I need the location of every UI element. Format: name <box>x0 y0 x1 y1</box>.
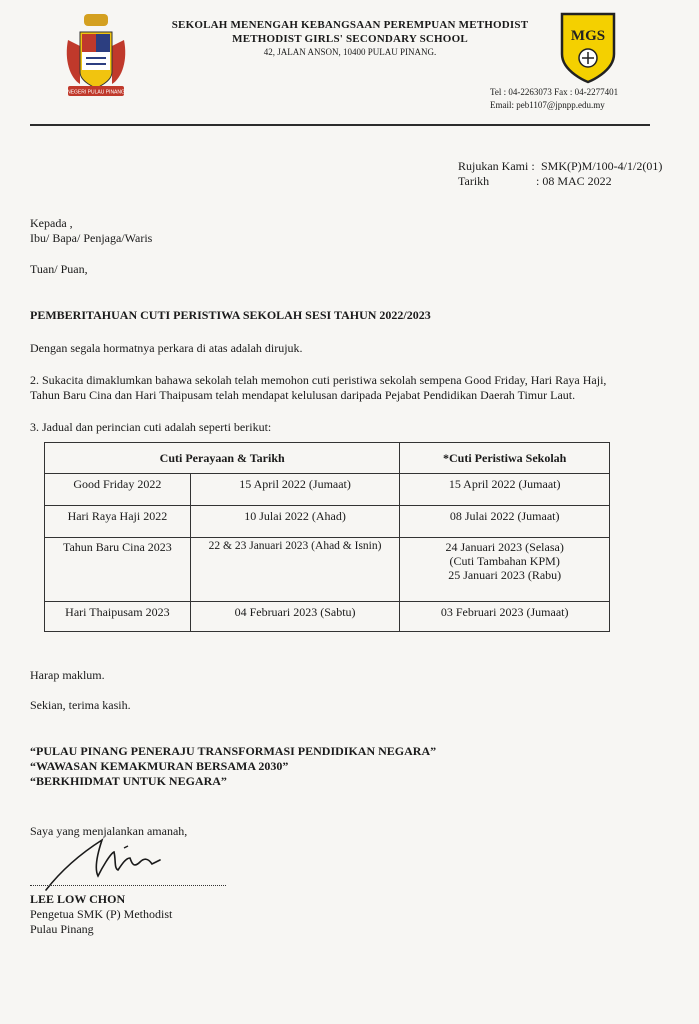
table-row <box>45 538 610 602</box>
header-festival-date: Cuti Perayaan & Tarikh <box>45 443 400 474</box>
school-shield-logo <box>558 10 618 86</box>
table-row <box>45 602 610 632</box>
tarikh-value: : 08 MAC 2022 <box>536 174 612 188</box>
school-name-english: METHODIST GIRLS' SECONDARY SCHOOL <box>232 33 468 45</box>
rujukan-value: SMK(P)M/100-4/1/2(01) <box>541 159 663 173</box>
svg-text:MGS: MGS <box>570 28 606 44</box>
festival-date-cell: 22 & 23 Januari 2023 (Ahad & Isnin) <box>190 538 400 602</box>
school-holiday-cell: 08 Julai 2022 (Jumaat) <box>400 506 610 538</box>
closing-line2: Sekian, terima kasih. <box>30 698 131 712</box>
motto-3: “BERKHIDMAT UNTUK NEGARA” <box>30 774 227 788</box>
signature-dotted-line <box>30 885 226 886</box>
festival-date-cell: 10 Julai 2022 (Ahad) <box>190 506 400 538</box>
festival-cell: Hari Raya Haji 2022 <box>45 506 191 538</box>
school-holiday-line: 25 Januari 2023 (Rabu) <box>448 568 562 582</box>
recipient-line1: Kepada , <box>30 216 73 230</box>
table-row <box>45 474 610 506</box>
closing-line1: Harap maklum. <box>30 668 105 682</box>
header-divider <box>30 124 650 126</box>
salutation: Tuan/ Puan, <box>30 262 88 276</box>
school-address: 42, JALAN ANSON, 10400 PULAU PINANG. <box>263 47 437 57</box>
school-holiday-cell: 15 April 2022 (Jumaat) <box>400 474 610 506</box>
signatory-place: Pulau Pinang <box>30 922 94 936</box>
festival-cell: Tahun Baru Cina 2023 <box>45 538 191 602</box>
email-address: Email: peb1107@jpnpp.edu.my <box>490 100 605 110</box>
festival-date-cell: 15 April 2022 (Jumaat) <box>190 474 400 506</box>
paragraph-2-line1: 2. Sukacita dimaklumkan bahawa sekolah telah memohon cuti peristiwa sekolah sempena Good Friday, Hari Raya Haji, <box>30 373 607 387</box>
school-name-malay: SEKOLAH MENENGAH KEBANGSAAN PEREMPUAN METHODIST <box>171 19 529 31</box>
tarikh-label: Tarikh <box>458 174 490 188</box>
letter-subject: PEMBERITAHUAN CUTI PERISTIWA SEKOLAH SESI TAHUN 2022/2023 <box>30 308 431 322</box>
school-holiday-cell <box>400 538 610 602</box>
paragraph-1: Dengan segala hormatnya perkara di atas adalah dirujuk. <box>30 341 303 355</box>
festival-cell: Hari Thaipusam 2023 <box>45 602 191 632</box>
signature-intro: Saya yang menjalankan amanah, <box>30 824 188 838</box>
header-school-holiday: *Cuti Peristiwa Sekolah <box>400 443 610 474</box>
state-crest-logo <box>60 10 132 102</box>
motto-2: “WAWASAN KEMAKMURAN BERSAMA 2030” <box>30 759 289 773</box>
paragraph-2-line2: Tahun Baru Cina dan Hari Thaipusam telah mendapat kelulusan daripada Pejabat Pendidikan Daerah Timur Laut. <box>30 388 576 402</box>
paragraph-3: 3. Jadual dan perincian cuti adalah seperti berikut: <box>30 420 272 434</box>
signatory-title: Pengetua SMK (P) Methodist <box>30 907 173 921</box>
svg-text:NEGERI PULAU PINANG: NEGERI PULAU PINANG <box>67 89 125 96</box>
festival-cell: Good Friday 2022 <box>45 474 191 506</box>
motto-1: “PULAU PINANG PENERAJU TRANSFORMASI PENDIDIKAN NEGARA” <box>30 744 437 758</box>
signatory-name: LEE LOW CHON <box>30 892 126 906</box>
school-holiday-line: 24 Januari 2023 (Selasa) <box>445 540 564 554</box>
holiday-table <box>44 442 610 632</box>
table-header-row <box>45 443 610 474</box>
rujukan-label: Rujukan Kami : <box>458 159 535 173</box>
school-holiday-cell: 03 Februari 2023 (Jumaat) <box>400 602 610 632</box>
table-row <box>45 506 610 538</box>
festival-date-cell: 04 Februari 2023 (Sabtu) <box>190 602 400 632</box>
school-holiday-line: (Cuti Tambahan KPM) <box>449 554 560 568</box>
tel-fax: Tel : 04-2263073 Fax : 04-2277401 <box>490 87 619 97</box>
recipient-line2: Ibu/ Bapa/ Penjaga/Waris <box>30 231 153 245</box>
